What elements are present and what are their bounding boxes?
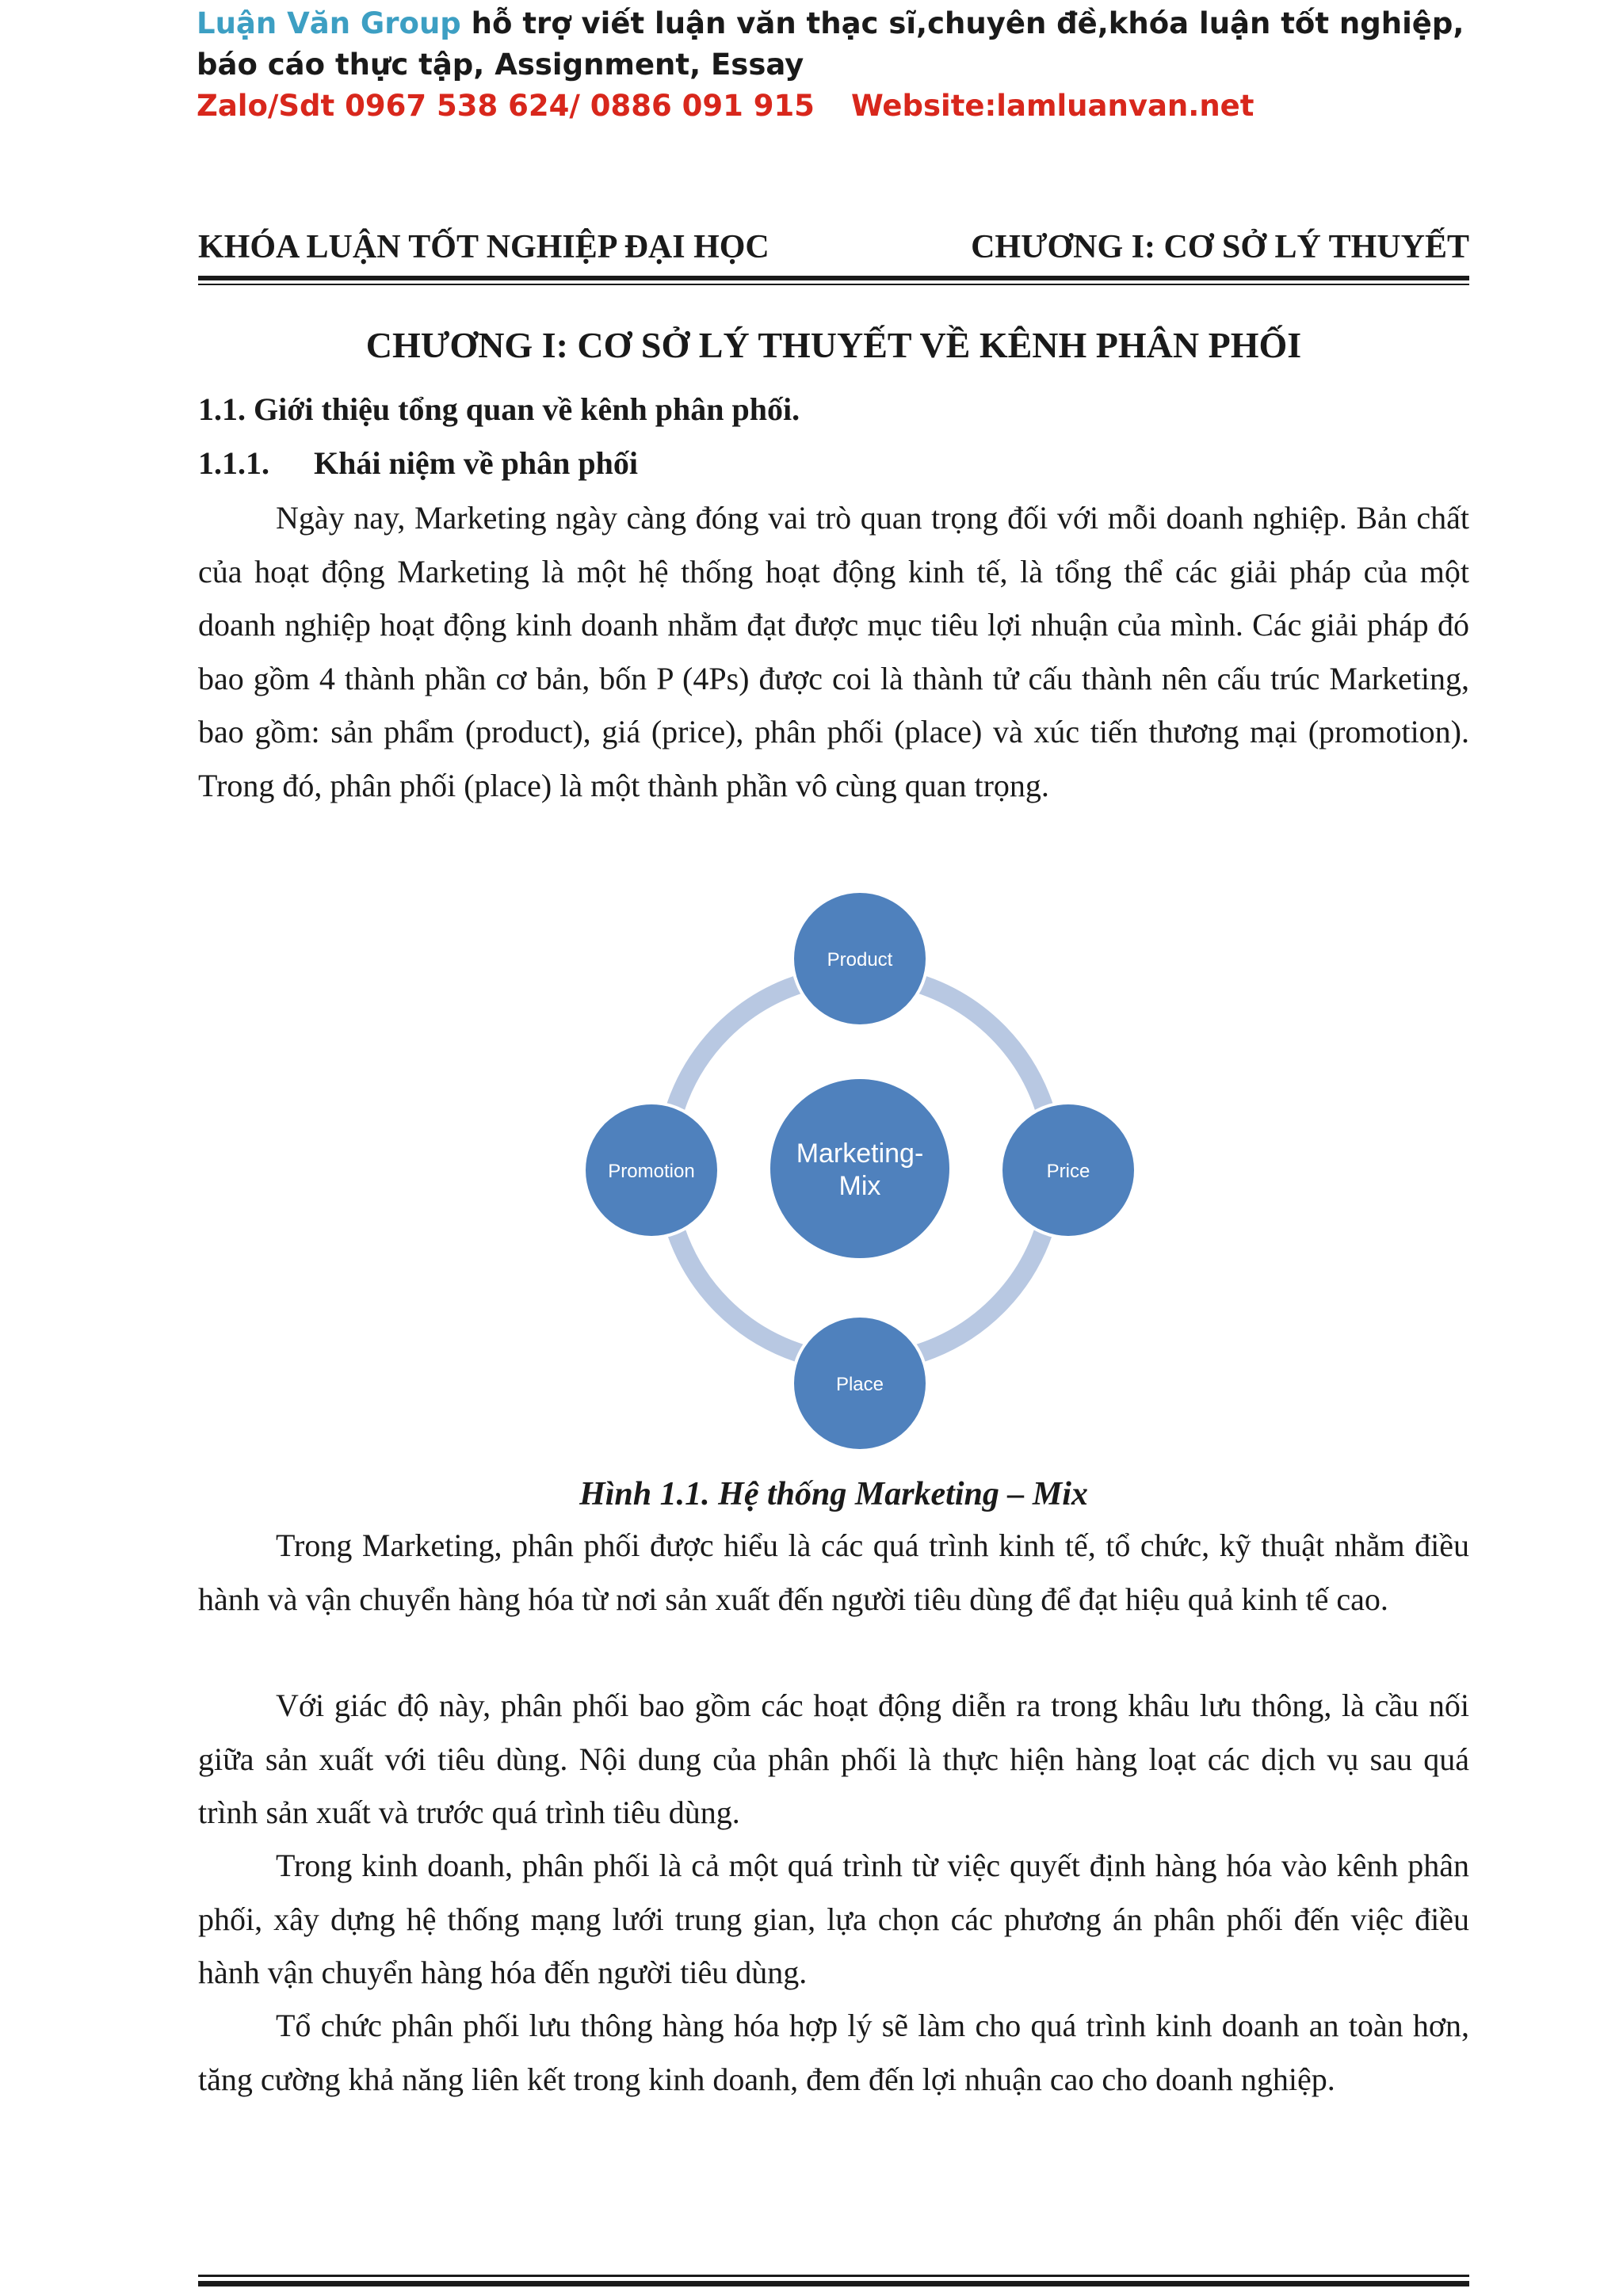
paragraph-benefits: Tổ chức phân phối lưu thông hàng hóa hợp lý sẽ làm cho quá trình kinh doanh an toàn hơn, tăng cường khả năng liên kết trong kinh doanh, đem đến lợi nhuận cao cho doanh nghiệp. xyxy=(198,2008,1469,2097)
diagram-node-promotion-label: Promotion xyxy=(608,1161,695,1182)
paragraph-business: Trong kinh doanh, phân phối là cả một quá trình từ việc quyết định hàng hóa vào kênh phân phối, xây dựng hệ thống mạng lưới trung gian, lựa chọn các phương án phân phối đến việc điều hành vận chuyển hàng hóa đến người tiêu dùng. xyxy=(198,1848,1469,1990)
diagram-node-product-label: Product xyxy=(827,949,893,971)
banner-contact: Zalo/Sdt 0967 538 624/ 0886 091 915 xyxy=(197,89,815,123)
subsection-number: 1.1.1. xyxy=(198,445,269,481)
paragraph-intro: Ngày nay, Marketing ngày càng đóng vai trò quan trọng đối với mỗi doanh nghiệp. Bản chất của hoạt động Marketing là một hệ thống hoạt động kinh tế, là tổng thể các giải pháp của một doanh nghiệp hoạt động kinh doanh nhằm đạt được mục tiêu lợi nhuận của mình. Các giải pháp đó bao gồm 4 thành phần cơ bản, bốn P (4Ps) được coi là thành tử cấu thành nên cấu trúc Marketing, bao gồm: sản phẩm (product), giá (price), phân phối (place) và xúc tiến thương mại (promotion). Trong đó, phân phối (place) là một thành phần vô cùng quan trọng. xyxy=(198,500,1469,803)
subsection-title: Khái niệm về phân phối xyxy=(314,445,639,481)
header-banner xyxy=(197,3,1480,127)
diagram-center-node xyxy=(770,1079,949,1258)
running-head-right: CHƯƠNG I: CƠ SỞ LÝ THUYẾT xyxy=(971,229,1469,265)
footer-rule xyxy=(198,2281,1469,2286)
diagram-node-price-label: Price xyxy=(1046,1161,1090,1182)
subsection-heading xyxy=(198,441,638,486)
footer-rule-thin xyxy=(198,2275,1469,2277)
section-heading: 1.1. Giới thiệu tổng quan về kênh phân phối. xyxy=(198,391,800,427)
header-rule xyxy=(198,276,1469,280)
running-head xyxy=(198,223,1469,271)
header-rule-thin xyxy=(198,284,1469,285)
marketing-mix-diagram xyxy=(571,879,1149,1458)
figure-caption: Hình 1.1. Hệ thống Marketing – Mix xyxy=(579,1476,1088,1512)
banner-tagline: hỗ trợ viết luận văn thạc sĩ,chuyên đề,khóa luận tốt nghiệp, báo cáo thực tập, Assignment, Essay xyxy=(197,6,1465,82)
diagram-center-label-2: Mix xyxy=(838,1171,881,1201)
paragraph-perspective: Với giác độ này, phân phối bao gồm các hoạt động diễn ra trong khâu lưu thông, là cầu nối giữa sản xuất với tiêu dùng. Nội dung của phân phối là thực hiện hàng loạt các dịch vụ sau quá trình sản xuất và trước quá trình tiêu dùng. xyxy=(198,1688,1469,1830)
diagram-node-place-label: Place xyxy=(835,1374,884,1395)
banner-website: Website:lamluanvan.net xyxy=(850,89,1254,123)
banner-brand: Luận Văn Group xyxy=(197,6,461,40)
diagram-center-label-1: Marketing- xyxy=(796,1138,924,1169)
running-head-left: KHÓA LUẬN TỐT NGHIỆP ĐẠI HỌC xyxy=(198,229,769,265)
paragraph-definition: Trong Marketing, phân phối được hiểu là các quá trình kinh tế, tổ chức, kỹ thuật nhằm điều hành và vận chuyển hàng hóa từ nơi sản xuất đến người tiêu dùng để đạt hiệu quả kinh tế cao. xyxy=(198,1527,1469,1617)
chapter-title: CHƯƠNG I: CƠ SỞ LÝ THUYẾT VỀ KÊNH PHÂN PHỐI xyxy=(365,325,1302,365)
